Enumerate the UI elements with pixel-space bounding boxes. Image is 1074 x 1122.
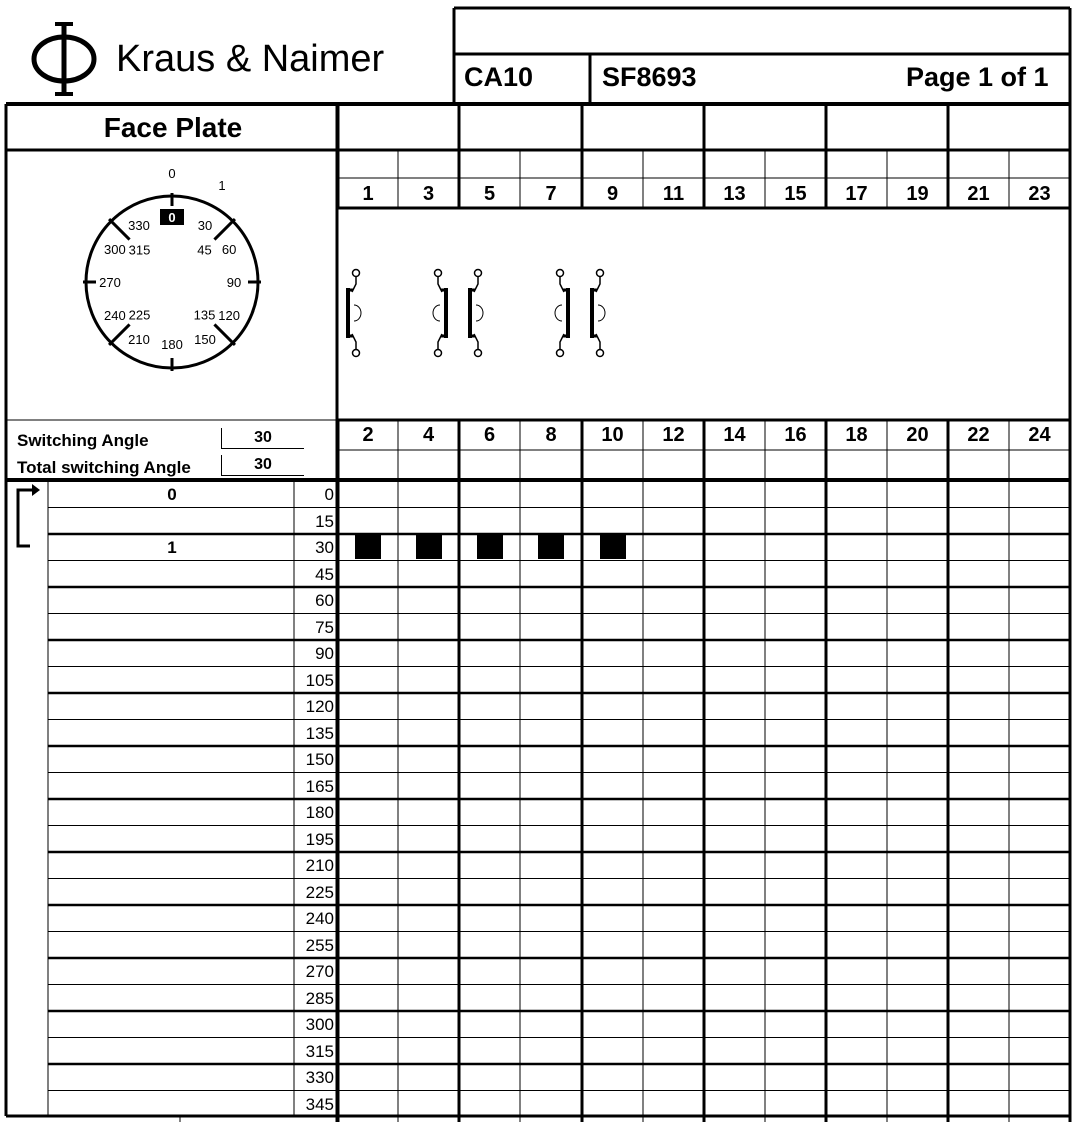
- position-degree: 120: [305, 697, 334, 716]
- top-terminal-number: 21: [967, 183, 990, 205]
- position-degree: 210: [305, 856, 334, 875]
- position-degree: 225: [305, 882, 334, 902]
- position-degree: 195: [305, 829, 334, 849]
- top-terminal-number: 15: [784, 183, 807, 205]
- position-degree: 30: [315, 538, 334, 557]
- face-plate-title: Face Plate: [103, 112, 243, 143]
- bottom-terminal-number: 2: [362, 424, 374, 446]
- phi-logo-icon: [28, 20, 100, 98]
- closed-contact-mark: [600, 535, 626, 559]
- bottom-terminal-number: 10: [601, 424, 624, 446]
- rotation-arrow-icon: [14, 482, 54, 552]
- dial-degree-label: 300: [103, 242, 126, 257]
- position-degree: 90: [315, 644, 334, 663]
- dial-tick: [214, 219, 235, 240]
- position-degree: 285: [305, 988, 334, 1008]
- total-switching-angle-value: 30: [221, 455, 304, 476]
- top-terminal-number: 19: [906, 183, 929, 205]
- bottom-terminal-number: 20: [906, 424, 929, 446]
- program-number: SF8693: [602, 62, 697, 92]
- top-terminal-number: 23: [1028, 183, 1051, 205]
- dial-degree-label: 210: [128, 332, 150, 348]
- dial-degree-label: 315: [128, 242, 151, 258]
- dial-degree-label: 90: [226, 275, 242, 290]
- position-degree: 45: [315, 564, 334, 584]
- position-degree: 345: [305, 1094, 334, 1114]
- position-degree: 0: [324, 485, 334, 504]
- closed-contact-mark: [538, 535, 564, 559]
- position-degree: 165: [305, 776, 334, 796]
- dial-degree-label: 330: [128, 217, 150, 233]
- position-label: 0: [167, 485, 177, 504]
- dial-degree-label: 60: [221, 242, 237, 257]
- contact-diagram: [338, 208, 1070, 420]
- dial-degree-label: 150: [194, 332, 216, 348]
- top-terminal-number: 11: [662, 183, 685, 205]
- top-terminal-number: 3: [422, 183, 435, 205]
- contact-symbol: [592, 270, 605, 357]
- dial-degree-label: 120: [218, 308, 241, 323]
- position-degree: 15: [315, 511, 334, 531]
- position-degree: 180: [305, 803, 334, 822]
- switching-angle-value: 30: [221, 428, 304, 449]
- dial-degree-label: 30: [197, 217, 213, 233]
- position-degree: 270: [305, 962, 334, 981]
- position-degree: 255: [305, 935, 334, 955]
- brand-name: Kraus & Naimer: [116, 38, 385, 80]
- bottom-terminal-number: 12: [662, 424, 685, 446]
- switching-angle-label: Switching Angle: [17, 431, 149, 450]
- contact-symbol: [348, 270, 361, 357]
- dial-degree-label: 135: [193, 307, 216, 323]
- top-terminal-number: 7: [545, 183, 557, 205]
- position-degree: 105: [305, 670, 334, 690]
- dial-degree-label: 225: [128, 307, 151, 323]
- page-indicator: Page 1 of 1: [906, 62, 1049, 92]
- dial-tick: [109, 324, 130, 345]
- contact-symbols: [338, 208, 1070, 420]
- bottom-terminal-number: 14: [723, 424, 746, 446]
- position-degree: 75: [315, 617, 334, 637]
- dial-degree-label: 240: [103, 308, 126, 323]
- bottom-terminal-number: 4: [422, 424, 435, 446]
- top-terminal-number: 5: [483, 183, 496, 205]
- bottom-terminal-number: 8: [545, 424, 557, 446]
- closed-contact-mark: [355, 535, 381, 559]
- top-terminal-number: 1: [362, 183, 374, 205]
- bottom-terminal-number: 24: [1028, 424, 1051, 446]
- dial-graphic: [60, 150, 300, 390]
- position-label: 1: [167, 538, 177, 557]
- series-code: CA10: [464, 62, 534, 92]
- top-terminal-number: 9: [606, 183, 619, 205]
- position-degree: 150: [305, 750, 334, 769]
- total-switching-angle-label: Total switching Angle: [17, 458, 191, 477]
- logo: [28, 20, 100, 98]
- dial-degree-label: 0: [168, 210, 176, 225]
- dial-degree-label: 270: [99, 275, 121, 290]
- position-degree: 60: [315, 591, 334, 610]
- dial-degree-label: 45: [197, 242, 212, 258]
- dial-position-label: 1: [218, 178, 226, 193]
- dial-tick: [214, 324, 235, 345]
- position-degree: 135: [305, 723, 334, 743]
- top-terminal-number: 17: [845, 183, 868, 205]
- position-degree: 300: [305, 1015, 334, 1034]
- face-plate-dial: [60, 150, 300, 390]
- dial-tick: [109, 219, 130, 240]
- bottom-terminal-number: 16: [784, 424, 807, 446]
- bottom-terminal-number: 18: [845, 424, 868, 446]
- bottom-terminal-number: 6: [483, 424, 496, 446]
- top-terminal-number: 13: [723, 183, 746, 205]
- bottom-terminal-number: 22: [967, 424, 990, 446]
- position-degree: 315: [305, 1041, 334, 1061]
- contact-symbol: [555, 270, 568, 357]
- contact-symbol: [470, 270, 483, 357]
- closed-contact-mark: [416, 535, 442, 559]
- position-degree: 240: [305, 909, 334, 928]
- closed-contact-mark: [477, 535, 503, 559]
- contact-symbol: [433, 270, 446, 357]
- dial-position-label: 0: [168, 166, 176, 181]
- dial-degree-label: 180: [161, 337, 183, 352]
- position-degree: 330: [305, 1068, 334, 1087]
